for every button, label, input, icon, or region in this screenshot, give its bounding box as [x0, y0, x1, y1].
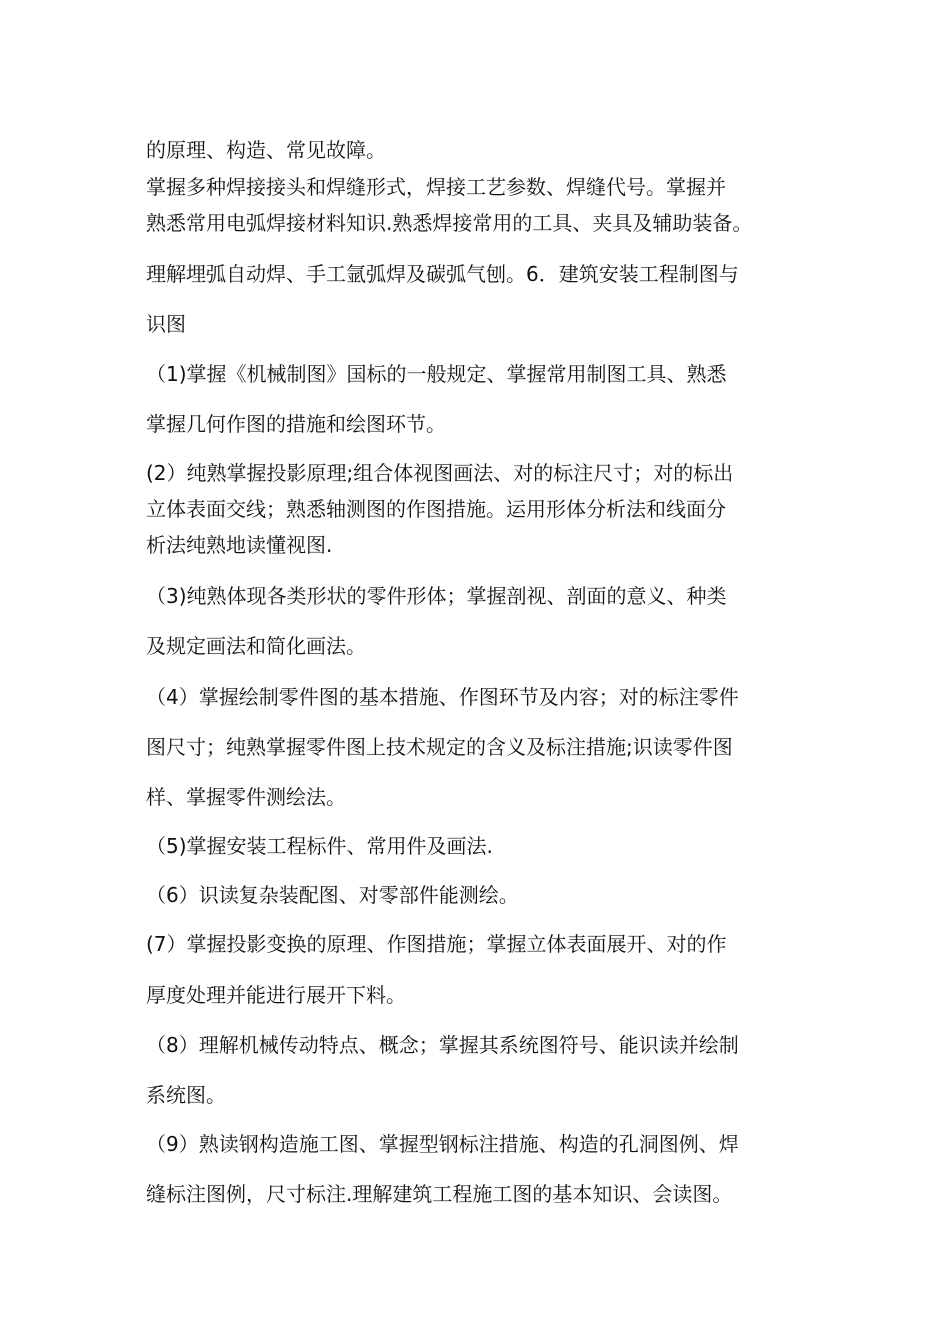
text-line-19: 厚度处理并能进行展开下料。 [146, 983, 406, 1007]
text-line-21: 系统图。 [146, 1083, 226, 1107]
text-line-2: 掌握多种焊接接头和焊缝形式，焊接工艺参数、焊缝代号。掌握并 [146, 175, 726, 199]
text-line-3: 熟悉常用电弧焊接材料知识.熟悉焊接常用的工具、夹具及辅助装备。 [146, 211, 753, 235]
text-line-16: （5)掌握安装工程标件、常用件及画法. [146, 834, 493, 858]
text-line-10: 析法纯熟地读懂视图. [146, 533, 333, 557]
text-line-22: （9）熟读钢构造施工图、掌握型钢标注措施、构造的孔洞图例、焊 [146, 1132, 739, 1156]
text-line-18: (7）掌握投影变换的原理、作图措施；掌握立体表面展开、对的作 [146, 932, 727, 956]
text-line-5: 识图 [146, 312, 186, 336]
text-line-15: 样、掌握零件测绘法。 [146, 785, 346, 809]
text-line-12: 及规定画法和简化画法。 [146, 634, 366, 658]
text-line-17: （6）识读复杂装配图、对零部件能测绘。 [146, 883, 519, 907]
text-line-1: 的原理、构造、常见故障。 [146, 138, 386, 162]
text-line-11: （3)纯熟体现各类形状的零件形体；掌握剖视、剖面的意义、种类 [146, 584, 727, 608]
text-line-9: 立体表面交线；熟悉轴测图的作图措施。运用形体分析法和线面分 [146, 497, 726, 521]
text-line-14: 图尺寸；纯熟掌握零件图上技术规定的含义及标注措施;识读零件图 [146, 735, 733, 759]
text-line-13: （4）掌握绘制零件图的基本措施、作图环节及内容；对的标注零件 [146, 685, 739, 709]
text-line-20: （8）理解机械传动特点、概念；掌握其系统图符号、能识读并绘制 [146, 1033, 739, 1057]
text-line-4: 理解埋弧自动焊、手工氩弧焊及碳弧气刨。6．建筑安装工程制图与 [146, 262, 739, 286]
text-line-23: 缝标注图例，尺寸标注.理解建筑工程施工图的基本知识、会读图。 [146, 1182, 733, 1206]
text-line-6: （1)掌握《机械制图》国标的一般规定、掌握常用制图工具、熟悉 [146, 362, 727, 386]
text-line-7: 掌握几何作图的措施和绘图环节。 [146, 412, 446, 436]
text-line-8: (2）纯熟掌握投影原理;组合体视图画法、对的标注尺寸；对的标出 [146, 461, 734, 485]
